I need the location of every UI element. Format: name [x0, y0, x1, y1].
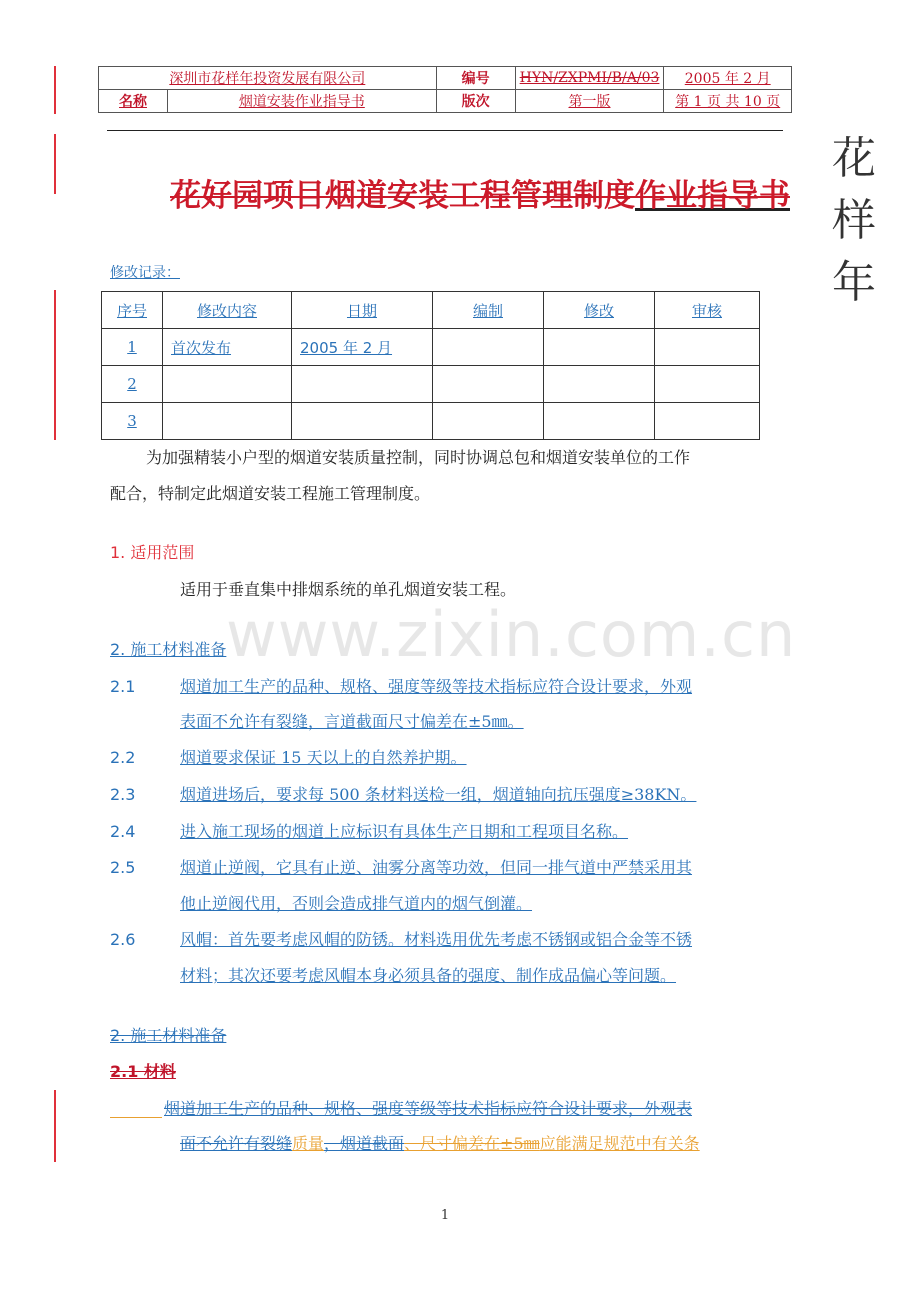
deleted-line-1: [164, 1091, 692, 1126]
list-item: [110, 777, 696, 812]
intro-line-1: 为加强精装小户型的烟道安装质量控制，同时协调总包和烟道安装单位的工作: [146, 448, 691, 467]
item-number: 2.3: [110, 785, 136, 804]
table-row: [102, 366, 760, 403]
side-mark-char: 花: [832, 133, 876, 184]
item-text: 烟道要求保证 15 天以上的自然养护期。: [180, 748, 467, 767]
deleted-fragment: 质量: [292, 1134, 325, 1153]
margin-bar-2: [54, 134, 56, 194]
document-header-table: [98, 66, 792, 113]
item-continuation: 他止逆阀代用，否则会造成排气道内的烟气倒灌。: [180, 894, 533, 913]
list-item: [110, 922, 692, 957]
margin-bar-1: [54, 66, 56, 114]
col-header-review: 审核: [691, 301, 722, 320]
deleted-line-1-text: 烟道加工生产的品种、规格、强度等级等技术指标应符合设计要求，外观表: [164, 1099, 693, 1118]
col-header-author: 编制: [472, 301, 503, 320]
section-2-heading: [110, 632, 226, 667]
item-text: 烟道止逆阀，它具有止逆、油雾分离等功效，但同一排气道中严禁采用其: [180, 858, 693, 877]
item-number: 2.5: [110, 858, 136, 877]
item-continuation: 表面不允许有裂缝，言道截面尺寸偏差在±5㎜。: [180, 712, 524, 731]
intro-line-2: 配合，特制定此烟道安装工程施工管理制度。: [110, 484, 431, 503]
item-text: 风帽：首先要考虑风帽的防锈。材料选用优先考虑不锈钢或铝合金等不锈: [180, 930, 693, 949]
deleted-heading-text: 2. 施工材料准备: [110, 1026, 227, 1045]
item-text: 进入施工现场的烟道上应标识有具体生产日期和工程项目名称。: [180, 822, 629, 841]
list-item: [110, 814, 628, 849]
deleted-fragment: 应能满足规范中有关条: [539, 1134, 700, 1153]
item-continuation: 材料；其次还要考虑风帽本身必须具备的强度、制作成品偏心等问题。: [180, 966, 677, 985]
item-text: 烟道进场后，要求每 500 条材料送检一组，烟道轴向抗压强度≥38KN。: [180, 785, 697, 804]
name-label: 名称: [119, 94, 147, 110]
list-item: [110, 850, 692, 885]
section-1-heading: 1. 适用范围: [110, 543, 195, 562]
code-label: 编号: [461, 71, 490, 87]
version-value: 第一版: [568, 94, 611, 110]
item-number: 2.1: [110, 677, 136, 696]
deleted-heading: [110, 1018, 226, 1053]
deleted-fragment: ，烟道截面: [324, 1134, 405, 1153]
margin-bar-3: [54, 290, 56, 440]
header-divider: [107, 130, 783, 131]
deleted-line-2: [180, 1126, 700, 1161]
document-name: 烟道安装作业指导书: [238, 94, 365, 110]
item-number: 2.6: [110, 930, 136, 949]
side-brand-mark: [832, 128, 876, 314]
revision-table: [101, 291, 760, 440]
side-mark-char: 样: [832, 195, 876, 246]
revision-header-row: [102, 292, 760, 329]
margin-bar-4: [54, 1090, 56, 1162]
side-mark-char: 年: [832, 257, 876, 308]
insert-marker: [110, 1117, 162, 1118]
col-header-modify: 修改: [583, 301, 614, 320]
row-no: 1: [127, 338, 137, 356]
section-2-heading-text: 2. 施工材料准备: [110, 640, 227, 659]
list-item: [110, 669, 692, 704]
list-item: [110, 740, 467, 775]
section-1-text: 适用于垂直集中排烟系统的单孔烟道安装工程。: [180, 580, 517, 599]
col-header-date: 日期: [346, 301, 377, 320]
item-text: 烟道加工生产的品种、规格、强度等级等技术指标应符合设计要求，外观: [180, 677, 693, 696]
company-name: 深圳市花样年投资发展有限公司: [169, 71, 366, 87]
title-part-2: 作业指导书: [635, 178, 790, 214]
item-number: 2.4: [110, 822, 136, 841]
page-info: 第 1 页 共 10 页: [675, 94, 781, 110]
deleted-subheading: [110, 1054, 176, 1089]
col-header-no: 序号: [116, 301, 147, 320]
header-date: 2005 年 2 月: [684, 71, 771, 87]
revision-label: 修改记录：: [110, 265, 180, 281]
title-part-1: 花好园项目烟道安装工程管理制度: [170, 178, 635, 214]
row-no: 2: [127, 375, 137, 393]
col-header-content: 修改内容: [196, 301, 257, 320]
row-content: 首次发布: [171, 338, 232, 357]
version-label: 版次: [461, 94, 490, 110]
page-number: 1: [440, 1208, 450, 1223]
deleted-sub-text: 2.1 材料: [110, 1062, 176, 1081]
watermark: www.zixin.com.cn: [226, 598, 797, 671]
document-title: [170, 170, 790, 215]
row-date: 2005 年 2 月: [300, 338, 393, 357]
table-row: [102, 403, 760, 440]
table-row: [102, 329, 760, 366]
item-number: 2.2: [110, 748, 136, 767]
document-code: HYN/ZXPMI/B/A/03: [519, 70, 660, 86]
deleted-fragment: 、尺寸偏差在±5㎜: [404, 1134, 540, 1153]
row-no: 3: [127, 412, 137, 430]
deleted-fragment: 面不允许有裂缝: [180, 1134, 293, 1153]
